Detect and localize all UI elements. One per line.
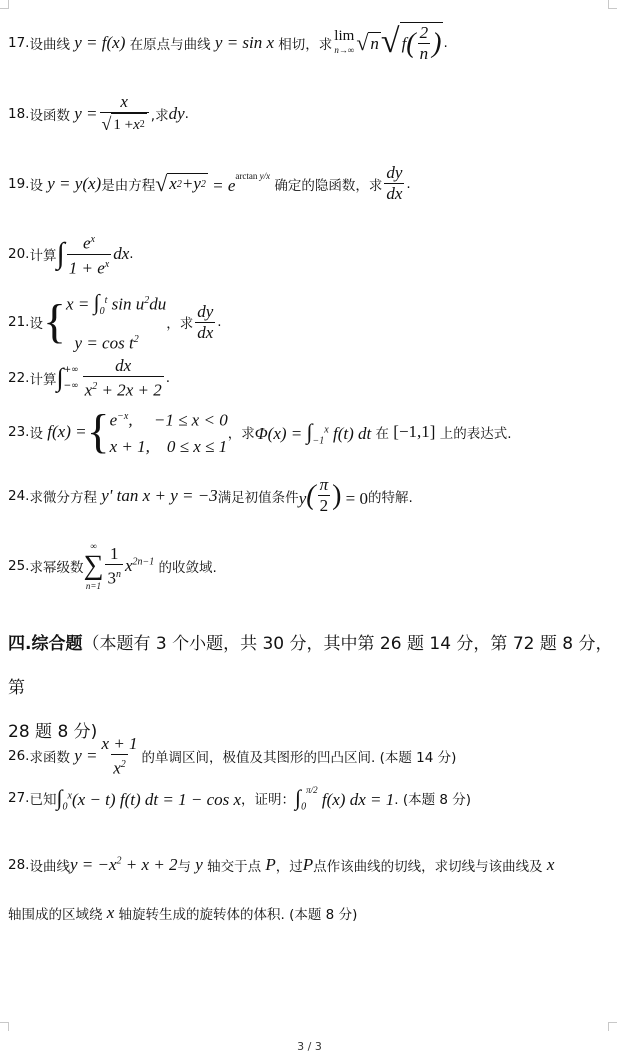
math-formula: y' tan x + y = −3 (96, 485, 218, 505)
page-number: 3 / 3 (297, 1040, 322, 1053)
problem-19: 19. 设 y = y(x) 是由方程 √ x 2 + y 2 = $e^{arctan y/x}$ 确定的隐函数，求 $\frac{dy}{dx}$ . (8, 163, 411, 203)
piecewise-cases: $e^{-x}$, −1 ≤ x < 0 x + 1, 0 ≤ x ≤ 1 (109, 410, 228, 456)
math-fraction: x √ 1 + x 2 (100, 92, 149, 136)
math-formula: = $e^{arctan y/x}$ (212, 171, 271, 195)
math-formula: $\Phi(x) = \int_{-1}^x$ f(t) dt (254, 418, 376, 447)
math-system: $x = \int_0^t$ $\sin u^2du$ $y = \cos t^2$ (66, 289, 167, 353)
problem-26: 26. 求函数 y = $\frac{x + 1}{x^2}$ 的单调区间，极值及其图形的凹凸区间. (本题 14 分) (8, 734, 457, 778)
math-formula: √ n (356, 30, 379, 55)
math-formula: dx (113, 244, 130, 264)
math-formula: $\int_0^{\pi/2}$ f(x) dx = 1 (295, 785, 395, 813)
page-corner-mark (0, 1022, 9, 1031)
problem-23: 23. 设 f(x) = { $e^{-x}$, −1 ≤ x < 0 x + 1, 0 ≤ x ≤ 1 ，求 $\Phi(x) = \int_{-1}^x$ f(t) dt 在 [−1,1] 上的表达式. (8, 404, 512, 458)
problem-28: 28. 设曲线 $y = -x^2 + x + 2$ 与 y 轴交于点 P ，过 P 点作该曲线的切线，求切线与该曲线及 x (8, 855, 555, 875)
math-formula: y = (69, 104, 98, 123)
math-formula: $y = -x^2 + x + 2$ (69, 855, 178, 874)
math-formula: √ x 2 + y 2 (155, 170, 206, 196)
math-formula: f(x) = (42, 421, 87, 441)
page-corner-mark (608, 1022, 617, 1031)
integral-sign: ∫ (56, 363, 64, 393)
left-brace: { (42, 295, 67, 349)
left-brace: { (86, 404, 110, 458)
math-formula: $\int_0^x(x - t)$ f(t) dt = 1 − cos x (56, 785, 242, 813)
math-fraction: $\frac{dy}{dx}$ (386, 163, 403, 203)
section-title: 四.综合题 (8, 634, 83, 654)
section-description: （本题有 3 个小题，共 30 分，其中第 26 题 14 分，第 72 题 8 分，第 (8, 634, 613, 698)
problem-25: 25. 求幂级数 ∞ ∑ n=1 $\frac{1}{3^n}$ $x^{2n-1}$ 的收敛域. (8, 541, 217, 591)
integral-sign: ∫ (56, 237, 65, 271)
math-formula: y = y(x) (42, 173, 102, 193)
math-interval: [−1,1] (389, 421, 440, 441)
math-fraction: $\frac{dx}{x^2 + 2x + 2}$ (84, 356, 162, 400)
section-description-line2: 28 题 8 分) (8, 722, 98, 742)
problem-27: 27. 已知 $\int_0^x(x - t)$ f(t) dt = 1 − cos x ，证明： $\int_0^{\pi/2}$ f(x) dx = 1 . (本题 8 分) (8, 785, 472, 813)
math-formula: √ f ( $\frac{2}{n}$ ) (380, 23, 442, 63)
math-formula: y = sin x (210, 33, 279, 52)
math-formula: y = f(x) (69, 33, 126, 52)
problem-17: 17. 设曲线 y = f(x) 在原点与曲线 y = sin x 相切，求 lim n→∞ √ n √ f ( $\frac{2}{n}$ ) . (8, 23, 448, 63)
math-limit: lim n→∞ (334, 28, 355, 55)
page-corner-mark (608, 0, 617, 9)
problem-24: 24. 求微分方程 y' tan x + y = −3 满足初值条件 y( $\frac{\pi}{2}$ ) = 0 的特解. (8, 475, 413, 515)
problem-20: 20. 计算 ∫ $\frac{e^x}{1 + e^x}$ dx . (8, 230, 134, 278)
problem-18: 18. 设函数 y = x √ 1 + x 2 ,求 dy . (8, 92, 189, 134)
math-formula: y = (69, 746, 98, 766)
math-fraction: $\frac{\pi}{2}$ (319, 475, 329, 515)
math-formula: y( (298, 479, 316, 511)
math-formula: ) = 0 (332, 479, 369, 511)
math-fraction: $\frac{x + 1}{x^2}$ (101, 734, 138, 778)
math-formula: $x^{2n-1}$ (124, 556, 155, 575)
integral-limits: +∞ −∞ (63, 365, 79, 392)
math-fraction: $\frac{dy}{dx}$ (197, 301, 214, 342)
summation: ∞ ∑ n=1 (83, 541, 104, 591)
math-fraction: $\frac{e^x}{1 + e^x}$ (68, 233, 110, 278)
math-fraction: $\frac{1}{3^n}$ (107, 543, 121, 588)
problem-22: 22. 计算 ∫ +∞ −∞ $\frac{dx}{x^2 + 2x + 2}$ . (8, 356, 171, 400)
math-formula: dy (168, 104, 185, 123)
problem-21: 21. 设 { $x = \int_0^t$ $\sin u^2du$ $y = \cos t^2$ ，求 $\frac{dy}{dx}$ . (8, 287, 222, 358)
problem-28-continued: 轴围成的区域绕 x 轴旋转生成的旋转体的体积. (本题 8 分) (8, 903, 358, 923)
page-corner-mark (0, 0, 9, 9)
